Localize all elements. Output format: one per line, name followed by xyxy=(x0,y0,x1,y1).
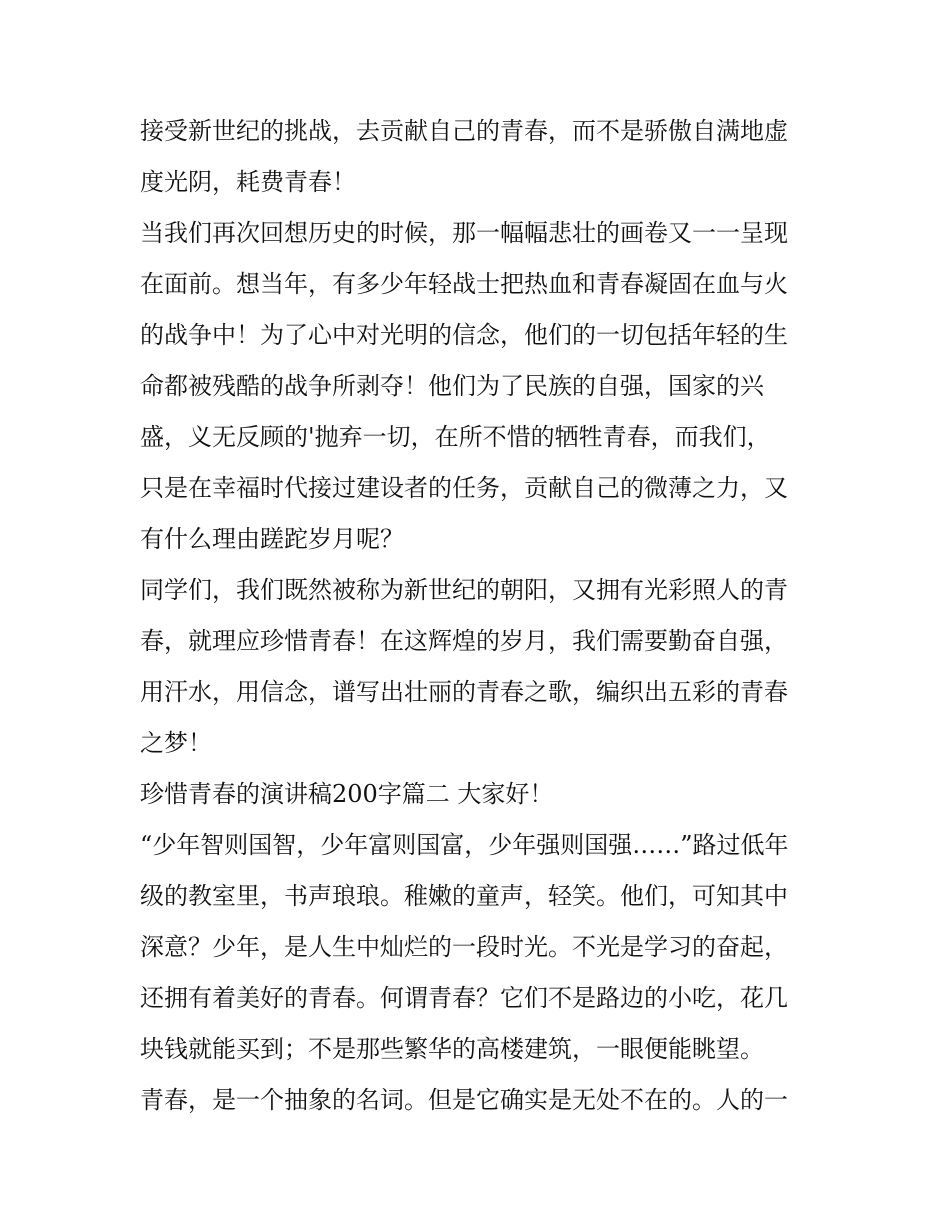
text-line: 深意？少年，是人生中灿烂的一段时光。不光是学习的奋起， xyxy=(140,933,788,961)
section-heading: 珍惜青春的演讲稿200字篇二 大家好！ xyxy=(140,780,554,808)
text-line: 之梦！ xyxy=(140,729,212,757)
text-line: 用汗水，用信念，谱写出壮丽的青春之歌，编织出五彩的青春 xyxy=(140,678,788,706)
text-line: “少年智则国智，少年富则国富，少年强则国强……”路过低年 xyxy=(140,831,789,859)
text-line: 有什么理由蹉跎岁月呢？ xyxy=(140,525,404,553)
text-line: 度光阴，耗费青春！ xyxy=(140,168,356,196)
text-line: 的战争中！为了心中对光明的信念，他们的一切包括年轻的生 xyxy=(140,321,788,349)
text-line: 接受新世纪的挑战，去贡献自己的青春，而不是骄傲自满地虚 xyxy=(140,117,788,145)
text-line: 同学们，我们既然被称为新世纪的朝阳，又拥有光彩照人的青 xyxy=(140,576,788,604)
text-line: 只是在幸福时代接过建设者的任务，贡献自己的微薄之力，又 xyxy=(140,474,788,502)
text-line: 命都被残酷的战争所剥夺！他们为了民族的自强，国家的兴 xyxy=(140,372,764,400)
text-line: 盛，义无反顾的'抛弃一切，在所不惜的牺牲青春，而我们， xyxy=(140,423,771,451)
text-line: 当我们再次回想历史的时候，那一幅幅悲壮的画卷又一一呈现 xyxy=(140,219,788,247)
text-line: 在面前。想当年，有多少年轻战士把热血和青春凝固在血与火 xyxy=(140,270,788,298)
text-line: 级的教室里，书声琅琅。稚嫩的童声，轻笑。他们，可知其中 xyxy=(140,882,788,910)
text-line: 块钱就能买到；不是那些繁华的高楼建筑，一眼便能眺望。 xyxy=(140,1035,764,1063)
text-line: 青春，是一个抽象的名词。但是它确实是无处不在的。人的一 xyxy=(140,1086,788,1114)
document-body xyxy=(140,106,820,1126)
text-line: 还拥有着美好的青春。何谓青春？它们不是路边的小吃，花几 xyxy=(140,984,788,1012)
text-line: 春，就理应珍惜青春！在这辉煌的岁月，我们需要勤奋自强， xyxy=(140,627,788,655)
